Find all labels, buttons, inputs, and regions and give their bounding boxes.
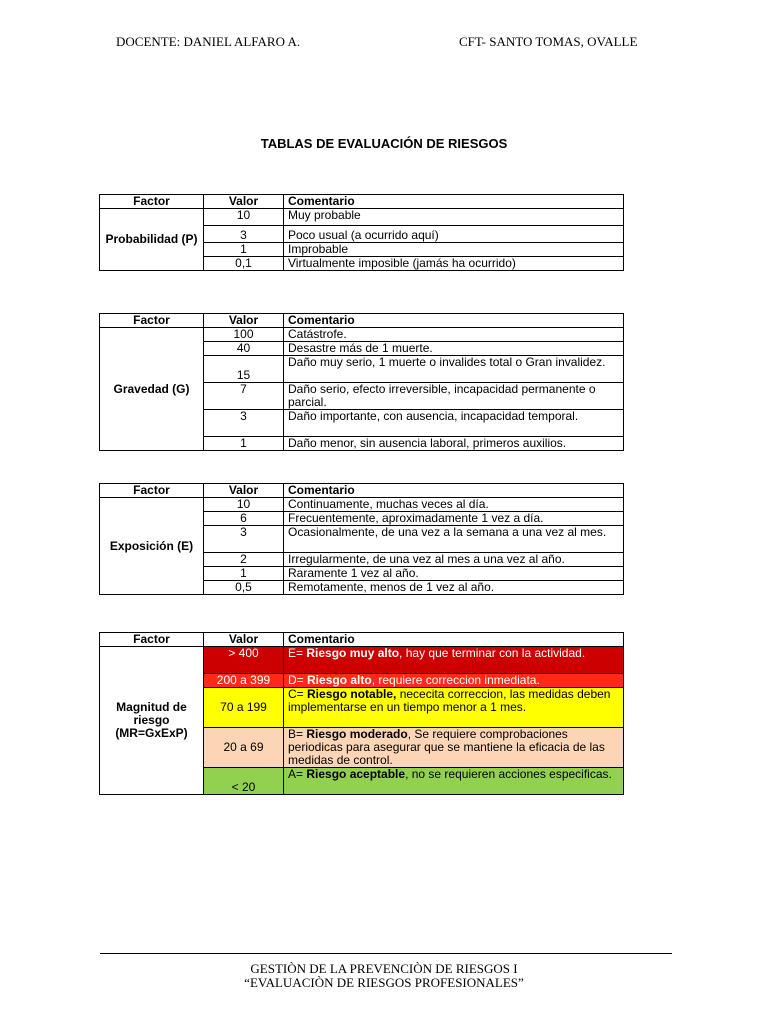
risk-level-prefix: A= [288,767,307,781]
column-header-factor: Factor [100,633,204,647]
risk-level-description: nececita correccion, las medidas deben implementarse en un tiempo menor a 1 mes. [288,687,611,714]
comment-cell: Irregularmente, de una vez al mes a una vez al año. [284,553,624,567]
comment-cell [284,688,624,728]
table-header-row [100,314,624,328]
factor-cell: Exposición (E) [100,498,204,595]
comment-cell: Muy probable [284,209,624,226]
header-teacher: DOCENTE: DANIEL ALFARO A. [116,34,301,49]
value-cell: > 400 [204,647,284,674]
comment-cell: Daño menor, sin ausencia laboral, primeros auxilios. [284,437,624,451]
value-cell: 7 [204,383,284,410]
table-header-row [100,633,624,647]
risk-magnitude-table [99,632,624,795]
comment-cell: Poco usual (a ocurrido aquí) [284,226,624,243]
column-header-factor: Factor [100,314,204,328]
risk-level-label: Riesgo moderado [306,727,408,741]
column-header-comentario: Comentario [284,633,624,647]
column-header-comentario: Comentario [284,195,624,209]
value-cell: 0,5 [204,581,284,595]
risk-level-description: , Se requiere comprobaciones periodicas para asegurar que se mantiene la eficacia de las medidas de control. [288,727,605,767]
column-header-valor: Valor [204,633,284,647]
value-cell: 2 [204,553,284,567]
column-header-comentario: Comentario [284,314,624,328]
comment-cell [284,674,624,688]
column-header-comentario: Comentario [284,484,624,498]
risk-level-label: Riesgo muy alto [306,646,400,660]
value-cell: 1 [204,243,284,257]
table-row [100,498,624,512]
value-cell: < 20 [204,768,284,795]
value-cell: 40 [204,342,284,356]
comment-cell: Remotamente, menos de 1 vez al año. [284,581,624,595]
page-title: TABLAS DE EVALUACIÓN DE RIESGOS [260,136,508,151]
column-header-valor: Valor [204,195,284,209]
risk-level-description: , requiere correccion inmediata. [371,673,540,687]
value-cell: 20 a 69 [204,728,284,768]
column-header-factor: Factor [100,484,204,498]
column-header-valor: Valor [204,484,284,498]
value-cell: 1 [204,437,284,451]
footer-subtitle: “EVALUACIÒN DE RIESGOS PROFESIONALES” [244,975,524,990]
comment-cell: Catástrofe. [284,328,624,342]
risk-level-prefix: B= [288,727,307,741]
probability-table [99,194,624,271]
value-cell: 3 [204,226,284,243]
risk-level-description: , no se requieren acciones especificas. [405,767,612,781]
comment-cell [284,728,624,768]
value-cell: 3 [204,410,284,437]
footer-divider [100,953,672,954]
value-cell: 10 [204,498,284,512]
comment-cell: Daño serio, efecto irreversible, incapacidad permanente o parcial. [284,383,624,410]
value-cell: 200 a 399 [204,674,284,688]
value-cell: 1 [204,567,284,581]
value-cell: 0,1 [204,257,284,271]
factor-cell: Gravedad (G) [100,328,204,451]
comment-cell: Desastre más de 1 muerte. [284,342,624,356]
risk-level-prefix: D= [288,673,308,687]
table-header-row [100,484,624,498]
risk-level-label: Riesgo alto [307,673,372,687]
value-cell: 10 [204,209,284,226]
comment-cell: Daño muy serio, 1 muerte o invalides total o Gran invalidez. [284,356,624,383]
value-cell: 15 [204,356,284,383]
risk-level-description: , hay que terminar con la actividad. [399,646,586,660]
risk-level-prefix: C= [288,687,308,701]
table-row [100,328,624,342]
risk-level-prefix: E= [288,646,307,660]
comment-cell: Continuamente, muchas veces al día. [284,498,624,512]
table-header-row [100,195,624,209]
comment-cell: Raramente 1 vez al año. [284,567,624,581]
comment-cell [284,768,624,795]
comment-cell: Ocasionalmente, de una vez a la semana a una vez al mes. [284,526,624,553]
risk-level-label: Riesgo notable, [307,687,397,701]
value-cell: 3 [204,526,284,553]
comment-cell: Frecuentemente, aproximadamente 1 vez a día. [284,512,624,526]
comment-cell: Improbable [284,243,624,257]
column-header-valor: Valor [204,314,284,328]
value-cell: 100 [204,328,284,342]
comment-cell: Virtualmente imposible (jamás ha ocurrido) [284,257,624,271]
risk-level-label: Riesgo aceptable [306,767,406,781]
column-header-factor: Factor [100,195,204,209]
comment-cell: Daño importante, con ausencia, incapacidad temporal. [284,410,624,437]
factor-cell: Probabilidad (P) [100,209,204,271]
table-row [100,647,624,674]
value-cell: 6 [204,512,284,526]
severity-table [99,313,624,451]
factor-cell: Magnitud de riesgo (MR=GxExP) [100,647,204,795]
footer-course: GESTIÒN DE LA PREVENCIÒN DE RIESGOS I [250,961,518,976]
header-institution: CFT- SANTO TOMAS, OVALLE [459,34,638,49]
value-cell: 70 a 199 [204,688,284,728]
exposure-table [99,483,624,595]
table-row [100,209,624,226]
comment-cell [284,647,624,674]
